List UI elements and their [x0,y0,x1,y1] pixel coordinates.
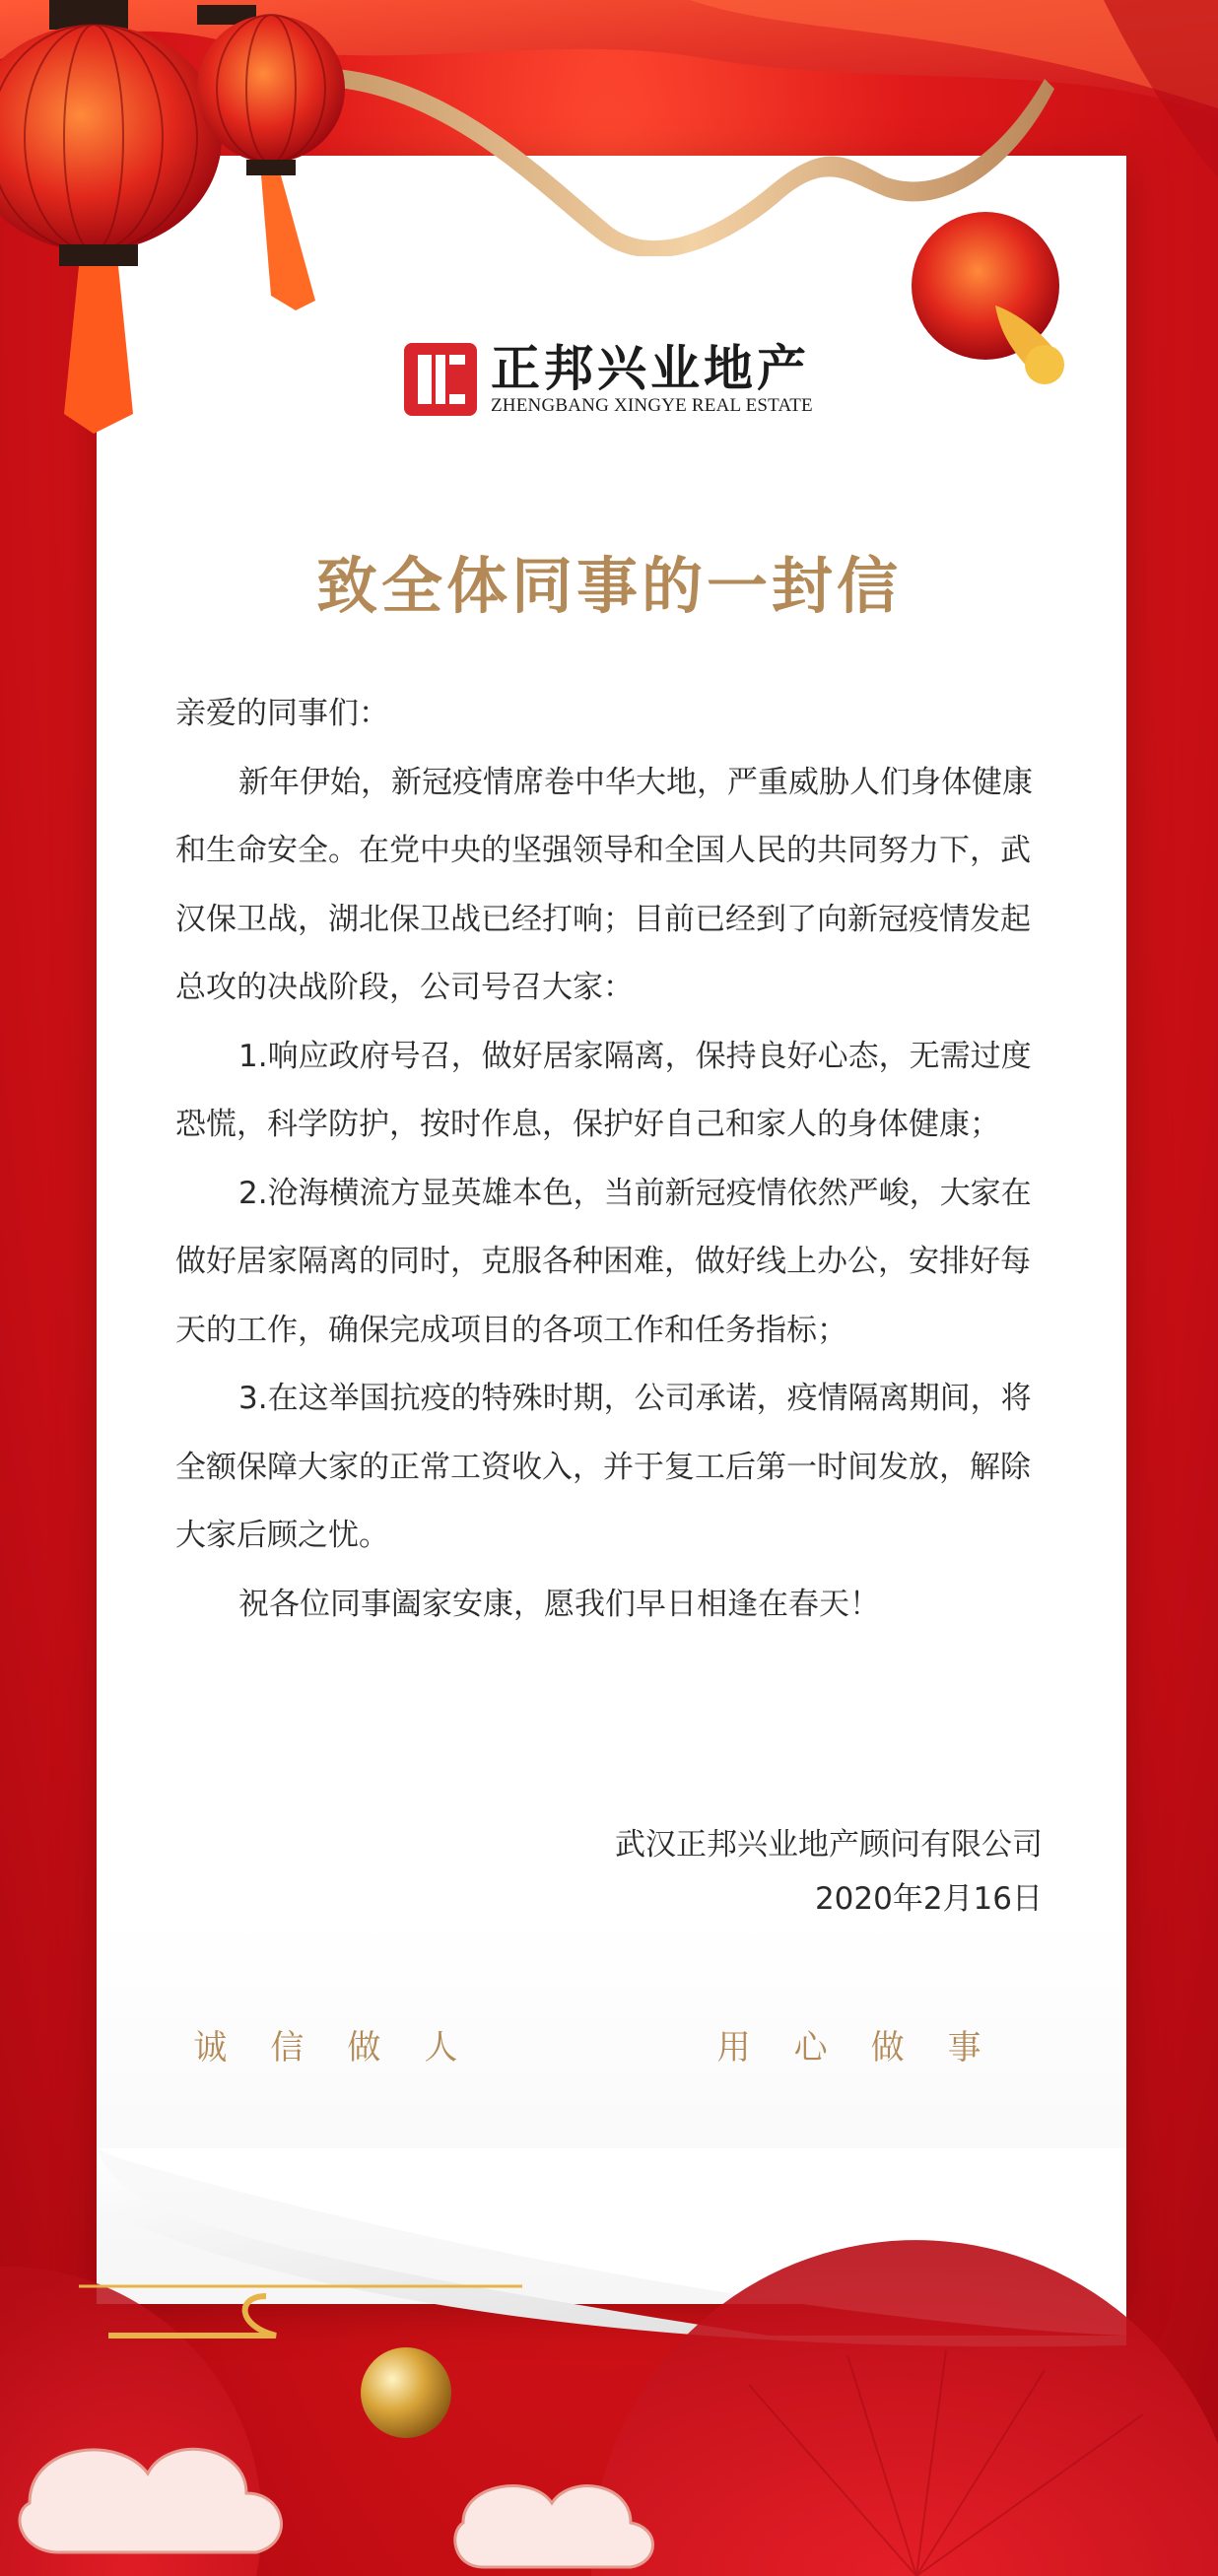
lantern-decoration-right [907,197,1084,384]
signature-block [615,1818,1043,1927]
letter-paragraph: 2.沧海横流方显英雄本色，当前新冠疫情依然严峻，大家在做好居家隔离的同时，克服各种困难，做好线上办公，安排好每天的工作，确保完成项目的各项工作和任务指标； [175,1175,1032,1348]
motto-right: 用心做事 [716,2028,1025,2068]
brand-name-cn: 正邦兴业地产 [491,340,810,397]
letter-closing: 祝各位同事阖家安康，愿我们早日相逢在春天！ [238,1586,880,1622]
letter-title: 致全体同事的一封信 [315,550,902,622]
letter-paragraph: 1.响应政府号召，做好居家隔离，保持良好心态，无需过度恐慌，科学防护，按时作息，保护好自己和家人的身体健康； [175,1038,1032,1142]
signature-date: 2020年2月16日 [814,1881,1043,1917]
letter-paragraph: 3.在这举国抗疫的特殊时期，公司承诺，疫情隔离期间，将全额保障大家的正常工资收入，并于复工后第一时间发放，解除大家后顾之忧。 [175,1381,1032,1553]
brand-mark-icon [404,343,477,416]
brand-name-en: ZHENGBANG XINGYE REAL ESTATE [491,395,813,416]
bottom-decoration [0,2148,1218,2576]
letter-paragraph: 新年伊始，新冠疫情席卷中华大地，严重威胁人们身体健康和生命安全。在党中央的坚强领导和全国人民的共同努力下，武汉保卫战，湖北保卫战已经打响；目前已经到了向新冠疫情发起总攻的决战阶段，公司号召大家： [175,764,1033,1005]
letter-salutation: 亲爱的同事们： [175,696,389,731]
letter-body [175,680,1043,1639]
brand-logo [404,340,813,419]
motto-left: 诚信做人 [193,2028,502,2068]
lantern-decoration [0,0,355,453]
signature-company: 武汉正邦兴业地产顾问有限公司 [615,1827,1043,1863]
motto [0,2020,1218,2068]
